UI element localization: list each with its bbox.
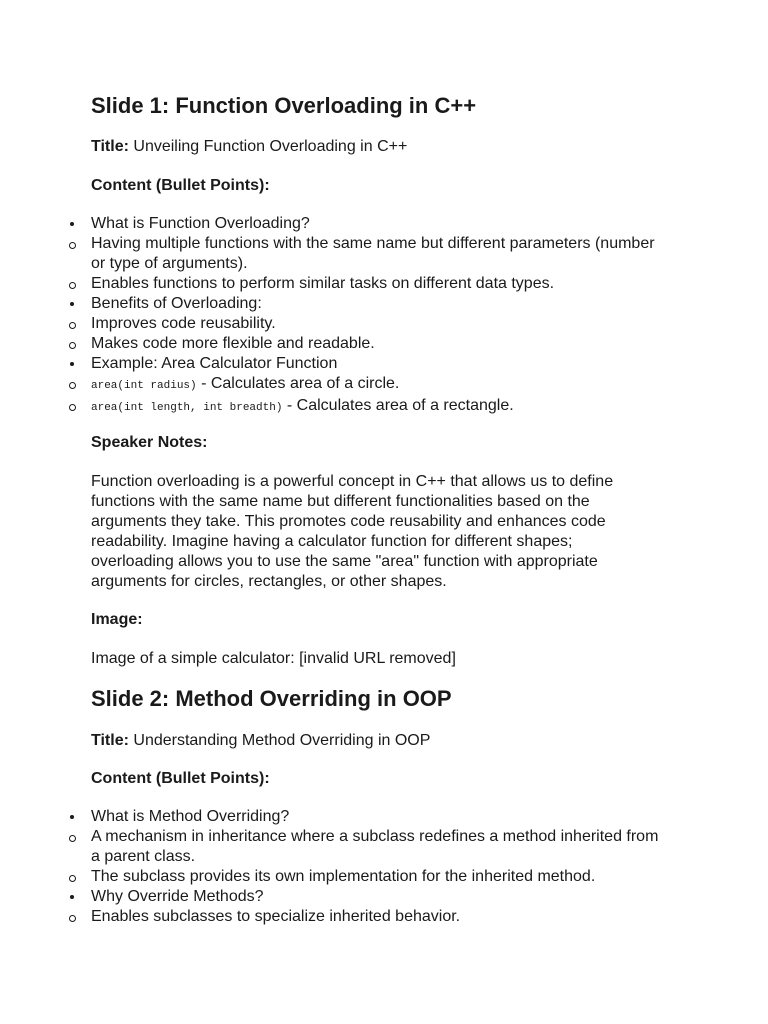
bullet-circle-icon [66,396,78,416]
bullet-item [0,907,671,927]
bullet-text: What is Method Overriding? [91,808,290,825]
bullet-text: - Calculates area of a circle. [196,375,400,392]
bullet-item [0,827,671,867]
bullet-text: What is Function Overloading? [91,215,310,232]
bullet-code: area(int radius) [91,380,197,392]
slide1-image-text: Image of a simple calculator: [invalid URL removed] [91,650,456,667]
bullet-text: The subclass provides its own implementation for the inherited method. [91,868,596,885]
slide2-content-label: Content (Bullet Points): [91,770,270,787]
bullet-circle-icon [66,867,78,887]
bullet-item [0,887,671,907]
slide1-content-label: Content (Bullet Points): [91,177,270,194]
bullet-text: Example: Area Calculator Function [91,355,338,372]
bullet-code: area(int length, int breadth) [91,402,283,414]
bullet-item [0,214,671,234]
slide1-speaker-notes-label: Speaker Notes: [91,434,208,451]
bullet-text: Why Override Methods? [91,888,264,905]
bullet-circle-icon [66,374,78,394]
slide2-title-value: Understanding Method Overriding in OOP [128,732,431,749]
bullet-disc-icon [66,214,78,234]
bullet-circle-icon [66,234,78,254]
bullet-text: Enables subclasses to specialize inherited behavior. [91,908,461,925]
bullet-item [0,294,671,314]
bullet-text: A mechanism in inheritance where a subclass redefines a method inherited from a parent class. [91,828,659,865]
bullet-item [0,234,671,274]
bullet-item [0,374,671,396]
bullet-item [0,334,671,354]
bullet-item [0,314,671,334]
bullet-circle-icon [66,907,78,927]
bullet-circle-icon [66,334,78,354]
bullet-item [0,396,671,418]
slide2-title-line [91,731,691,751]
bullet-circle-icon [66,827,78,847]
bullet-item [0,807,671,827]
slide1-title-label: Title: [91,138,129,155]
bullet-disc-icon [66,354,78,374]
bullet-circle-icon [66,314,78,334]
bullet-item [0,274,671,294]
slide2-title-label: Title: [91,732,129,749]
slide1-title-line [91,137,691,157]
bullet-text: Having multiple functions with the same name but different parameters (number or type of arguments). [91,235,655,272]
bullet-circle-icon [66,274,78,294]
slide1-bullet-list [0,214,768,418]
bullet-text: - Calculates area of a rectangle. [282,397,514,414]
bullet-text: Improves code reusability. [91,315,276,332]
bullet-text: Enables functions to perform similar tasks on different data types. [91,275,555,292]
slide1-image-label: Image: [91,611,143,628]
slide1-title-value: Unveiling Function Overloading in C++ [128,138,408,155]
bullet-item [0,354,671,374]
slide2-heading: Slide 2: Method Overriding in OOP [91,686,452,711]
bullet-text: Benefits of Overloading: [91,295,262,312]
slide2-bullet-list [0,807,768,927]
bullet-disc-icon [66,887,78,907]
bullet-text: Makes code more flexible and readable. [91,335,375,352]
bullet-disc-icon [66,294,78,314]
bullet-disc-icon [66,807,78,827]
slide1-speaker-notes: Function overloading is a powerful concept in C++ that allows us to define functions with the same name but different functionalities based on the arguments they take. This promotes code reusability and enhances code readability. Imagine having a calculator function for different shapes; overloading allows you to use the same "area" function with appropriate arguments for circles, rectangles, or other shapes. [91,473,614,590]
slide1-heading: Slide 1: Function Overloading in C++ [91,93,477,118]
bullet-item [0,867,671,887]
